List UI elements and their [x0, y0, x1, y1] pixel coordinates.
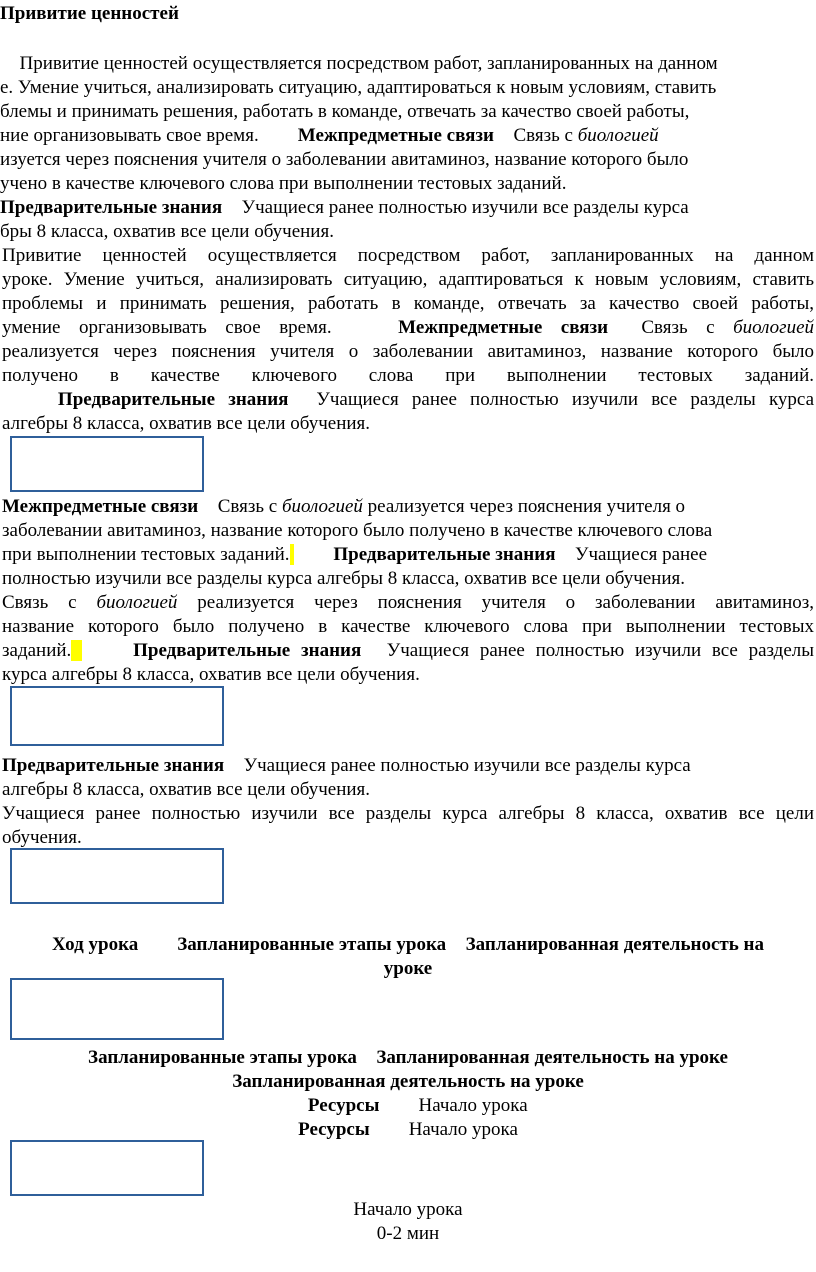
g5-line-8: 0-2 мин [376, 1223, 440, 1244]
g2-line-2: уроке. Умение учиться, анализировать ситуацию, адаптироваться к новым условиям, ставить [2, 269, 814, 290]
g3-line-8: курса алгебры 8 класса, охватив все цели обучения. [2, 664, 420, 685]
g3-line-5: Связь с биологией реализуется через пояснения учителя о заболевании авитаминоз, [2, 592, 814, 613]
g5-line-1: Ход урока Запланированные этапы урока Запланированная деятельность на [76, 934, 740, 955]
g1-line-5: изуется через пояснения учителя о заболевании авитаминоз, название которого было [0, 149, 689, 170]
g2-line-8: алгебры 8 класса, охватив все цели обучения. [2, 413, 371, 434]
section-heading: Привитие ценностей [0, 3, 179, 24]
g1-line-8: бры 8 класса, охватив все цели обучения. [0, 221, 334, 242]
empty-text-box-1 [10, 436, 204, 492]
empty-text-box-2 [10, 686, 224, 746]
g2-line-6: получено в качестве ключевого слова при выполнении тестовых заданий. [2, 365, 814, 386]
g3-line-4: полностью изучили все разделы курса алгебры 8 класса, охватив все цели обучения. [2, 568, 686, 589]
g1-line-4: ние организовывать свое время. Межпредметные связи Связь с биологией [0, 125, 610, 146]
g1-line-6: учено в качестве ключевого слова при выполнении тестовых заданий. [0, 173, 567, 194]
g2-line-7: Предварительные знания Учащиеся ранее полностью изучили все разделы курса [2, 389, 814, 410]
g3-line-3: при выполнении тестовых заданий. Предварительные знания Учащиеся ранее [2, 544, 654, 565]
g3-line-7: заданий. Предварительные знания Учащиеся ранее полностью изучили все разделы [2, 640, 814, 661]
g3-line-2: заболевании авитаминоз, название которого было получено в качестве ключевого слова [2, 520, 713, 541]
g5-line-3: Запланированные этапы урока Запланированная деятельность на уроке [95, 1047, 721, 1068]
g1-line-3: блемы и принимать решения, работать в команде, отвечать за качество своей работы, [0, 101, 690, 122]
g4-line-2: алгебры 8 класса, охватив все цели обучения. [2, 779, 371, 800]
g4-line-1: Предварительные знания Учащиеся ранее полностью изучили все разделы курса [2, 755, 676, 776]
g1-line-2: е. Умение учиться, анализировать ситуацию, адаптироваться к новым условиям, ставить [0, 77, 717, 98]
highlight-mark [71, 640, 82, 661]
g1-line-1: Привитие ценностей осуществляется посредством работ, запланированных на данном [0, 53, 699, 74]
g3-line-6: название которого было получено в качестве ключевого слова при выполнении тестовых [2, 616, 814, 637]
g2-line-1: Привитие ценностей осуществляется посредством работ, запланированных на данном [2, 245, 814, 266]
g5-line-2: уроке [383, 958, 433, 979]
empty-text-box-5 [10, 1140, 204, 1196]
g2-line-4: умение организовывать свое время. Межпредметные связи Связь с биологией [2, 317, 814, 338]
g5-line-5: Ресурсы Начало урока [298, 1095, 501, 1116]
g4-line-3: Учащиеся ранее полностью изучили все разделы курса алгебры 8 класса, охватив все цели [2, 803, 814, 824]
g2-line-5: реализуется через пояснения учителя о заболевании авитаминоз, название которого было [2, 341, 814, 362]
g2-line-3: проблемы и принимать решения, работать в команде, отвечать за качество своей работы, [2, 293, 814, 314]
g5-line-4: Запланированная деятельность на уроке [232, 1071, 584, 1092]
g3-line-1: Межпредметные связи Связь с биологией реализуется через пояснения учителя о [2, 496, 671, 517]
g1-line-7: Предварительные знания Учащиеся ранее полностью изучили все разделы курса [0, 197, 674, 218]
g4-line-4: обучения. [2, 827, 82, 848]
empty-text-box-3 [10, 848, 224, 904]
g5-line-6: Ресурсы Начало урока [298, 1119, 501, 1140]
g5-line-7: Начало урока [353, 1199, 463, 1220]
empty-text-box-4 [10, 978, 224, 1040]
